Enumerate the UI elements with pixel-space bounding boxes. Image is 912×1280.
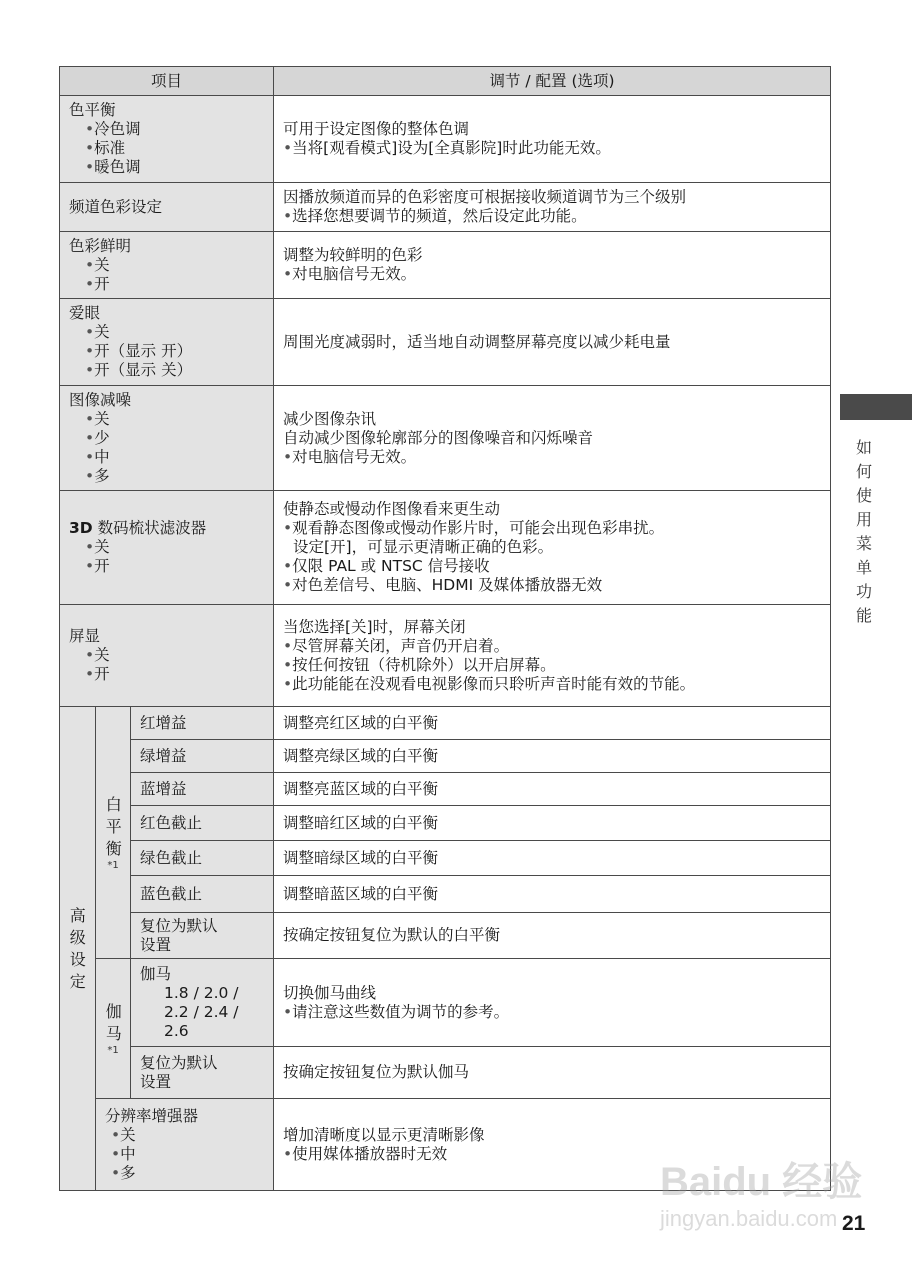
option: • 开 <box>69 275 264 294</box>
note: • 请注意这些数值为调节的参考。 <box>283 1003 821 1022</box>
option: • 关 <box>69 538 264 557</box>
note: • 当将[观看模式]设为[全真影院]时此功能无效。 <box>283 139 821 158</box>
option: • 关 <box>105 1126 264 1145</box>
option: • 关 <box>69 410 264 429</box>
watermark-logo: Baidu 经验 <box>660 1160 863 1204</box>
gamma-reset-label: 设置 <box>140 1072 172 1091</box>
desc-text: 当您选择[关]时，屏幕关闭 <box>283 617 466 636</box>
table-row <box>60 491 831 605</box>
note: • 使用媒体播放器时无效 <box>283 1145 821 1164</box>
note: • 此功能能在没观看电视影像而只聆听声音时能有效的节能。 <box>283 675 821 694</box>
gamma-label <box>96 959 131 1099</box>
wb-reset-label: 设置 <box>140 935 172 954</box>
item-vivid <box>60 232 274 299</box>
gamma-item-label: 伽马 <box>140 964 172 983</box>
wb-green-gain-desc: 调整亮绿区域的白平衡 <box>274 740 831 773</box>
desc-text: 使静态或慢动作图像看来更生动 <box>283 500 501 518</box>
desc-text: 减少图像杂讯 <box>283 409 377 428</box>
wb-red-gain-desc: 调整亮红区域的白平衡 <box>274 707 831 740</box>
item-title: 图像减噪 <box>69 390 132 409</box>
desc-text: 可用于设定图像的整体色调 <box>283 120 470 138</box>
gamma-value: 2.6 <box>164 1021 189 1040</box>
table-row <box>60 841 831 876</box>
desc-text: 自动减少图像轮廓部分的图像噪音和闪烁噪音 <box>283 428 594 447</box>
option: • 暖色调 <box>69 158 264 177</box>
table-row <box>60 232 831 299</box>
gamma-desc <box>274 959 831 1047</box>
desc-vivid <box>274 232 831 299</box>
option: • 中 <box>105 1145 264 1164</box>
note-continued: 设定[开]，可显示更清晰正确的色彩。 <box>293 538 554 556</box>
wb-blue-gain-desc: 调整亮蓝区域的白平衡 <box>274 773 831 806</box>
footnote-mark: *1 <box>107 859 119 871</box>
note: • 选择您想要调节的频道，然后设定此功能。 <box>283 207 821 226</box>
wb-blue-gain: 蓝增益 <box>131 773 274 806</box>
table-row <box>60 183 831 232</box>
wb-green-gain: 绿增益 <box>131 740 274 773</box>
item-noise <box>60 386 274 491</box>
item-title: 爱眼 <box>69 304 101 322</box>
table-header-row <box>60 67 831 96</box>
note: • 观看静态图像或慢动作影片时，可能会出现色彩串扰。 <box>283 519 821 538</box>
desc-channel-color <box>274 183 831 232</box>
menu-settings-table <box>59 66 831 1191</box>
page-number: 21 <box>842 1212 866 1235</box>
item-resolution <box>96 1099 274 1191</box>
desc-text: 增加清晰度以显示更清晰影像 <box>283 1125 485 1144</box>
wb-red-cutoff: 红色截止 <box>131 806 274 841</box>
table-row <box>60 96 831 183</box>
option: • 开 <box>69 665 264 684</box>
desc-noise <box>274 386 831 491</box>
table-row <box>60 913 831 959</box>
wb-green-cutoff-desc: 调整暗绿区域的白平衡 <box>274 841 831 876</box>
table-row <box>60 605 831 707</box>
advanced-settings-label <box>60 707 96 1191</box>
option: • 冷色调 <box>69 120 264 139</box>
wb-blue-cutoff: 蓝色截止 <box>131 876 274 913</box>
wb-green-cutoff: 绿色截止 <box>131 841 274 876</box>
option: • 关 <box>69 646 264 665</box>
desc-text: 切换伽马曲线 <box>283 983 377 1002</box>
desc-color-balance <box>274 96 831 183</box>
white-balance-title: 白平衡 <box>105 794 122 858</box>
note: • 对电脑信号无效。 <box>283 265 821 284</box>
table-row <box>60 959 831 1047</box>
gamma-item <box>131 959 274 1047</box>
item-comb-filter <box>60 491 274 605</box>
gamma-reset-label: 复位为默认 <box>140 1053 218 1072</box>
table-row <box>60 773 831 806</box>
wb-reset <box>131 913 274 959</box>
gamma-title: 伽马 <box>105 1001 122 1043</box>
footnote-mark: *1 <box>107 1044 119 1056</box>
item-title <box>69 519 264 538</box>
option: • 关 <box>69 256 264 275</box>
note: • 对电脑信号无效。 <box>283 448 821 467</box>
table-row <box>60 707 831 740</box>
section-side-label: 如何使用菜单功能 <box>856 438 873 625</box>
option: • 关 <box>69 323 264 342</box>
white-balance-label <box>96 707 131 959</box>
item-title: 色平衡 <box>69 101 116 119</box>
gamma-value: 2.2 / 2.4 / <box>164 1002 239 1021</box>
advanced-title: 高级设定 <box>69 905 86 991</box>
note: • 按任何按钮（待机除外）以开启屏幕。 <box>283 656 821 675</box>
option: • 开（显示 开） <box>69 342 264 361</box>
gamma-reset <box>131 1047 274 1099</box>
item-title: 屏显 <box>69 627 101 645</box>
wb-red-gain: 红增益 <box>131 707 274 740</box>
option: • 多 <box>69 467 264 486</box>
note: • 仅限 PAL 或 NTSC 信号接收 <box>283 557 821 576</box>
section-tab-marker <box>840 394 912 420</box>
item-title: 色彩鲜明 <box>69 236 132 255</box>
header-desc: 调节 / 配置 (选项) <box>274 67 831 96</box>
option: • 标准 <box>69 139 264 158</box>
wb-reset-desc: 按确定按钮复位为默认的白平衡 <box>274 913 831 959</box>
item-channel-color: 频道色彩设定 <box>60 183 274 232</box>
note: • 对色差信号、电脑、HDMI 及媒体播放器无效 <box>283 576 821 595</box>
wb-red-cutoff-desc: 调整暗红区域的白平衡 <box>274 806 831 841</box>
option: • 开（显示 关） <box>69 361 264 380</box>
table-row <box>60 299 831 386</box>
item-title: 分辨率增强器 <box>105 1106 199 1125</box>
item-color-balance <box>60 96 274 183</box>
table-row <box>60 1047 831 1099</box>
item-eco <box>60 299 274 386</box>
desc-display <box>274 605 831 707</box>
wb-blue-cutoff-desc: 调整暗蓝区域的白平衡 <box>274 876 831 913</box>
item-title-bold: 3D <box>69 519 93 537</box>
header-item: 项目 <box>60 67 274 96</box>
desc-comb-filter <box>274 491 831 605</box>
desc-text: 调整为较鲜明的色彩 <box>283 246 423 264</box>
gamma-value: 1.8 / 2.0 / <box>164 983 239 1002</box>
desc-eco: 周围光度减弱时，适当地自动调整屏幕亮度以减少耗电量 <box>274 299 831 386</box>
desc-text: 因播放频道而异的色彩密度可根据接收频道调节为三个级别 <box>283 188 687 206</box>
option: • 少 <box>69 429 264 448</box>
table-row <box>60 740 831 773</box>
wb-reset-label: 复位为默认 <box>140 916 218 935</box>
note: • 尽管屏幕关闭，声音仍开启着。 <box>283 637 821 656</box>
table-row <box>60 876 831 913</box>
table-row <box>60 386 831 491</box>
watermark-url: jingyan.baidu.com <box>660 1206 838 1231</box>
option: • 多 <box>105 1164 264 1183</box>
table-row <box>60 806 831 841</box>
option: • 开 <box>69 557 264 576</box>
item-title-rest: 数码梳状滤波器 <box>92 519 207 537</box>
gamma-reset-desc: 按确定按钮复位为默认伽马 <box>274 1047 831 1099</box>
option: • 中 <box>69 448 264 467</box>
item-display <box>60 605 274 707</box>
